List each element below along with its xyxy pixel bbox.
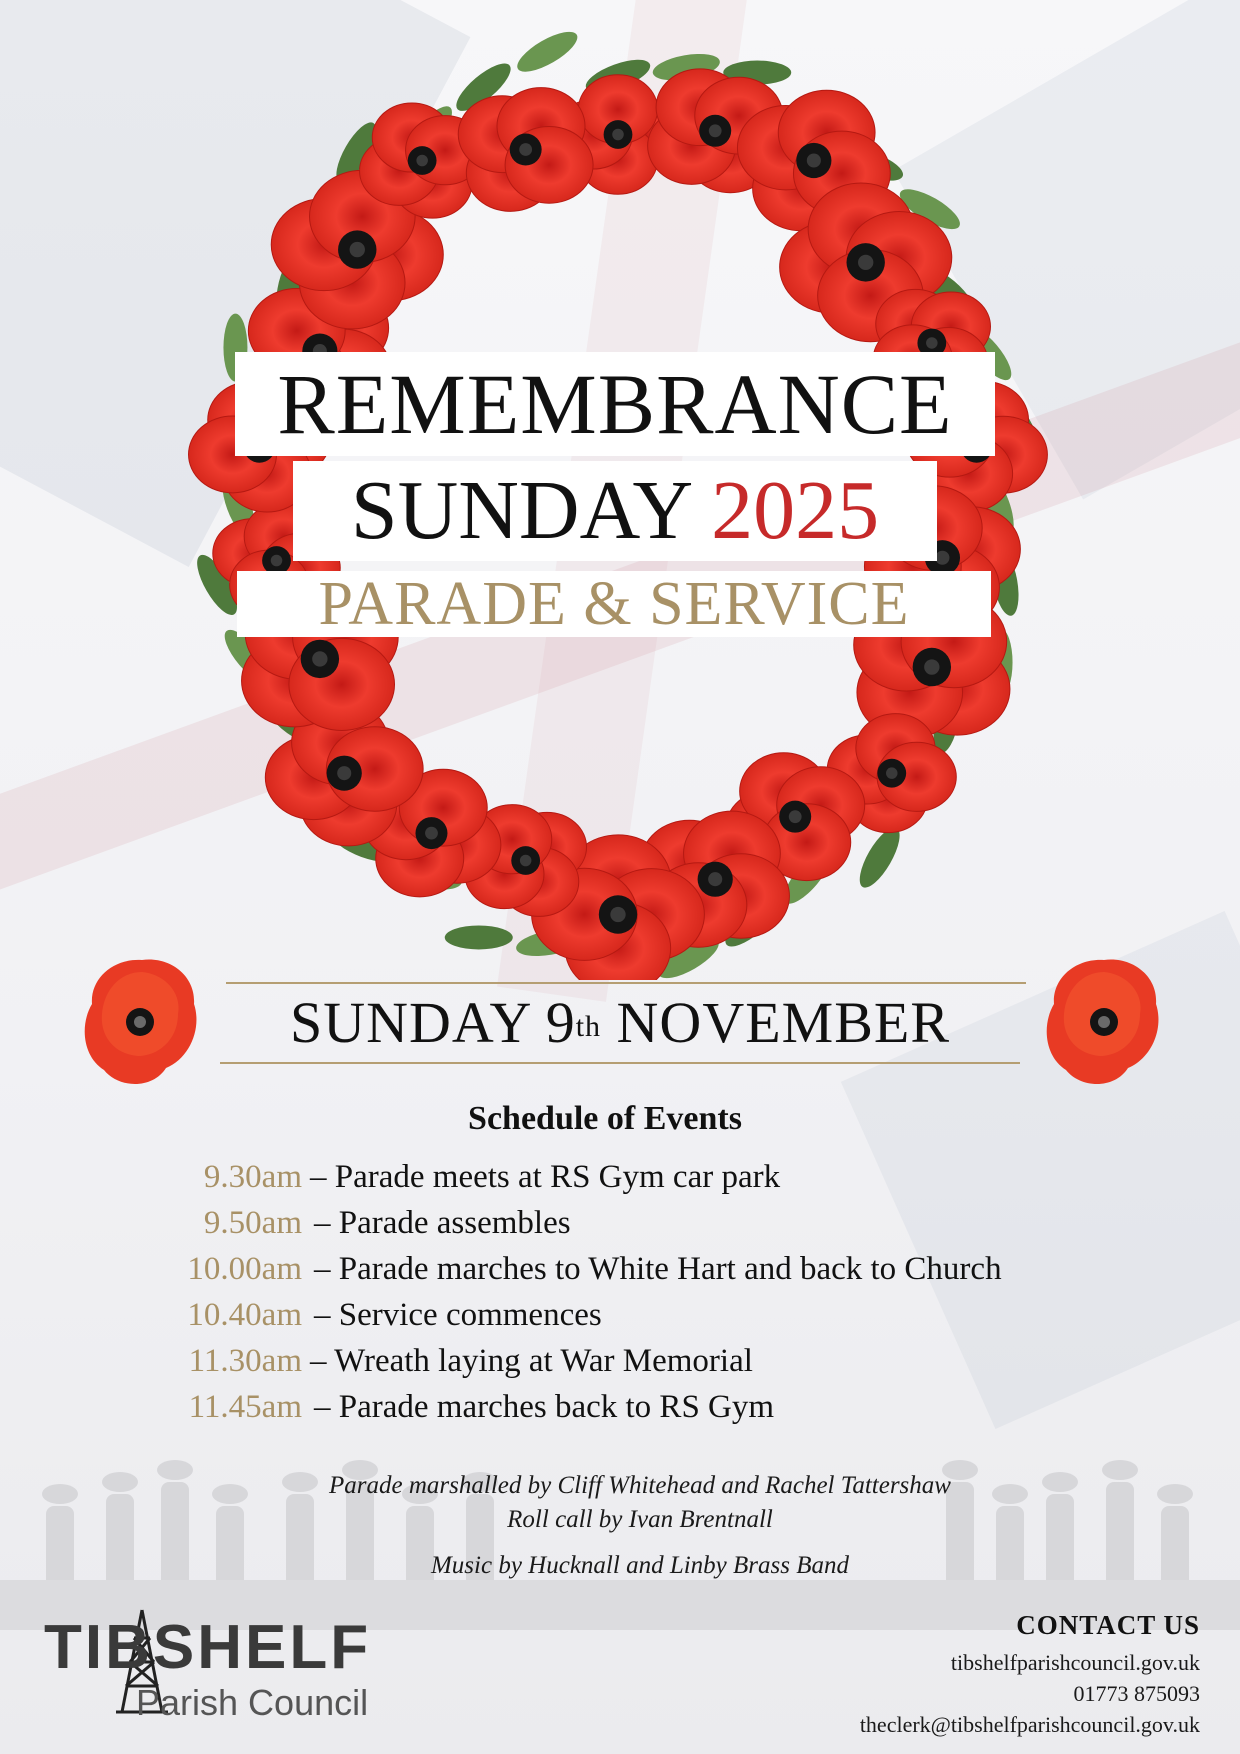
contact-heading: CONTACT US (1016, 1610, 1200, 1640)
schedule-time: 10.00am (187, 1251, 302, 1287)
title-sunday: SUNDAY (350, 464, 691, 557)
date-day: SUNDAY 9 (289, 990, 576, 1055)
schedule-time: 11.45am (188, 1389, 302, 1425)
contact-email[interactable]: theclerk@tibshelfparishcouncil.gov.uk (859, 1712, 1200, 1737)
schedule-time: 9.30am (203, 1159, 302, 1195)
date-divider-bottom (220, 1062, 1020, 1064)
schedule-heading: Schedule of Events (468, 1100, 742, 1137)
title-sunday-year (293, 461, 937, 561)
schedule-time: 10.40am (187, 1297, 302, 1333)
wreath-leaf (852, 822, 907, 893)
poppy-left-icon (78, 952, 206, 1094)
poppy-right-icon (1040, 952, 1168, 1094)
schedule-item (0, 1292, 1240, 1338)
contact-phone[interactable]: 01773 875093 (1073, 1681, 1200, 1706)
date-month: NOVEMBER (601, 990, 951, 1055)
schedule-item (0, 1154, 1240, 1200)
logo-wordmark: TIBSHELF (44, 1613, 372, 1682)
schedule-time: 9.50am (203, 1205, 302, 1241)
schedule-desc: – Parade marches back to RS Gym (314, 1389, 775, 1425)
title-remembrance: REMEMBRANCE (235, 352, 995, 456)
contact-website[interactable]: tibshelfparishcouncil.gov.uk (950, 1650, 1200, 1675)
schedule-desc: – Wreath laying at War Memorial (310, 1343, 753, 1379)
schedule-item (0, 1384, 1240, 1430)
schedule-item (0, 1246, 1240, 1292)
title-year: 2025 (711, 464, 880, 557)
contact-block (860, 1610, 1200, 1740)
schedule-desc: – Parade marches to White Hart and back to Church (314, 1251, 1002, 1287)
schedule-item (0, 1338, 1240, 1384)
credit-music: Music by Hucknall and Linby Brass Band (430, 1552, 849, 1579)
schedule-desc: – Parade meets at RS Gym car park (310, 1159, 781, 1195)
schedule-time: 11.30am (188, 1343, 302, 1379)
schedule-desc: – Parade assembles (314, 1205, 571, 1241)
wreath-leaf (445, 925, 513, 949)
tibshelf-logo (44, 1612, 424, 1722)
credit-marshalled: Parade marshalled by Cliff Whitehead and Rachel Tattershaw (329, 1472, 951, 1499)
date-ordinal: th (575, 1010, 602, 1043)
event-date (220, 990, 1020, 1056)
poppy-flower (458, 88, 593, 212)
wreath-leaf (512, 24, 583, 79)
logo-subtitle: Parish Council (136, 1682, 369, 1723)
title-parade-service: PARADE & SERVICE (237, 571, 991, 637)
credit-roll-call: Roll call by Ivan Brentnall (507, 1506, 773, 1533)
date-divider-top (226, 982, 1026, 984)
schedule-desc: – Service commences (314, 1297, 602, 1333)
schedule-item (0, 1200, 1240, 1246)
